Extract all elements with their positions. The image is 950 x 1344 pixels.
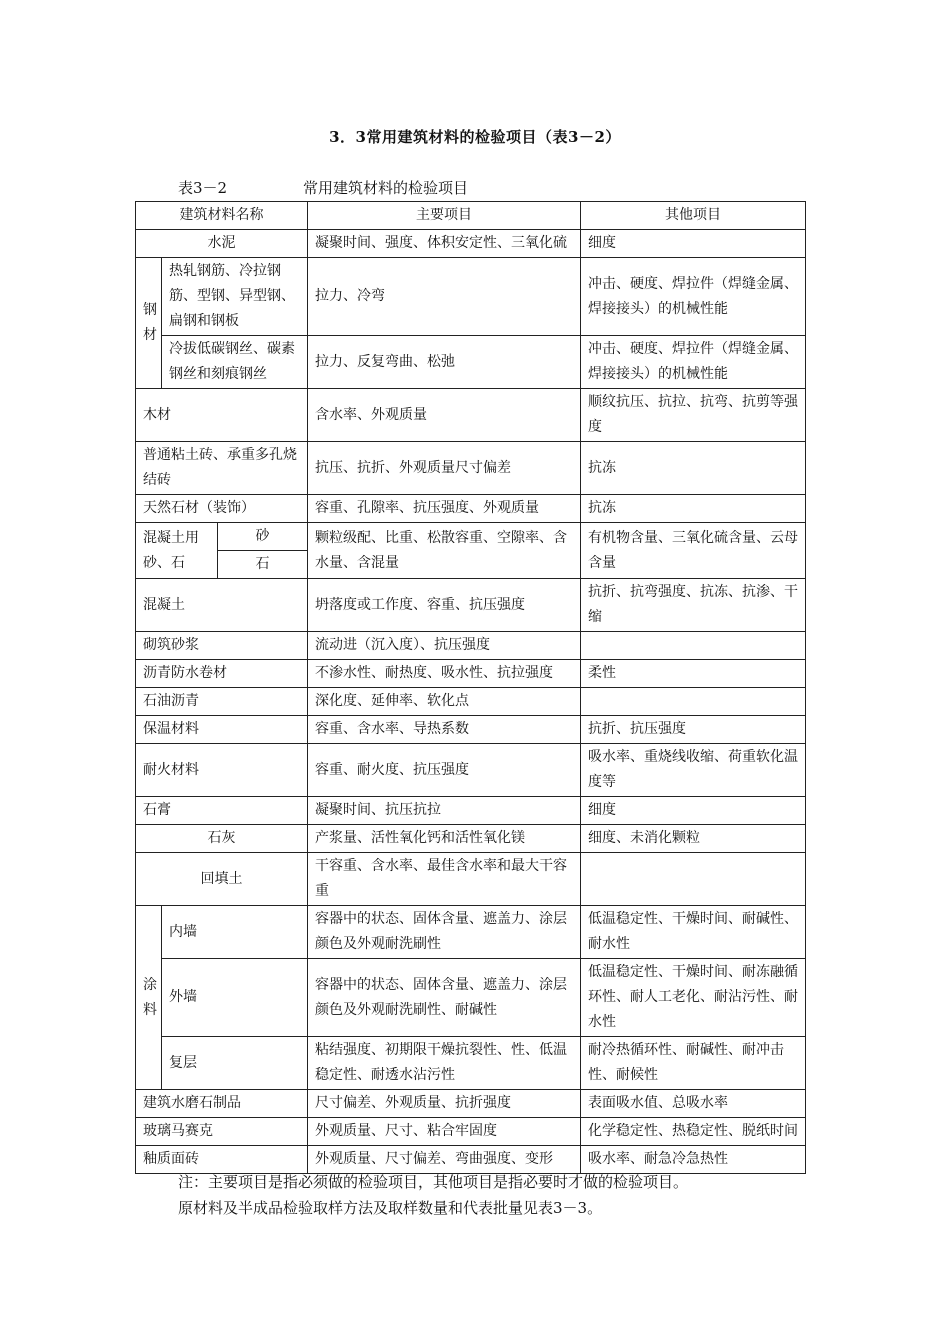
material-name: 保温材料 — [136, 716, 308, 744]
other-items: 吸水率、耐急冷急热性 — [581, 1146, 806, 1174]
main-items: 拉力、反复弯曲、松弛 — [308, 336, 581, 389]
inspection-items-table — [135, 201, 806, 1174]
other-items: 抗折、抗弯强度、抗冻、抗渗、干缩 — [581, 579, 806, 632]
other-items — [581, 853, 806, 906]
table-row — [136, 523, 806, 551]
material-name: 耐火材料 — [136, 744, 308, 797]
table-notes — [178, 1169, 688, 1221]
main-items: 外观质量、尺寸偏差、弯曲强度、变形 — [308, 1146, 581, 1174]
header-main-items: 主要项目 — [308, 202, 581, 230]
material-name: 沥青防水卷材 — [136, 660, 308, 688]
table-row — [136, 1090, 806, 1118]
other-items: 吸水率、重烧线收缩、荷重软化温度等 — [581, 744, 806, 797]
other-items: 抗折、抗压强度 — [581, 716, 806, 744]
table-row — [136, 744, 806, 797]
material-name: 复层 — [162, 1037, 308, 1090]
material-name: 石灰 — [136, 825, 308, 853]
note-line: 注：主要项目是指必须做的检验项目，其他项目是指必要时才做的检验项目。 — [178, 1173, 689, 1191]
other-items: 细度 — [581, 797, 806, 825]
main-items: 抗压、抗折、外观质量尺寸偏差 — [308, 442, 581, 495]
material-name: 砂 — [218, 523, 308, 551]
main-items: 颗粒级配、比重、松散容重、空隙率、含水量、含混量 — [308, 523, 581, 579]
table-row — [136, 959, 806, 1037]
material-name: 建筑水磨石制品 — [136, 1090, 308, 1118]
other-items: 抗冻 — [581, 442, 806, 495]
table-caption: 常用建筑材料的检验项目 — [303, 179, 469, 197]
table-row — [136, 825, 806, 853]
main-items: 容重、孔隙率、抗压强度、外观质量 — [308, 495, 581, 523]
other-items: 低温稳定性、干燥时间、耐冻融循环性、耐人工老化、耐沾污性、耐水性 — [581, 959, 806, 1037]
header-material: 建筑材料名称 — [136, 202, 308, 230]
main-items: 不渗水性、耐热度、吸水性、抗拉强度 — [308, 660, 581, 688]
main-items: 尺寸偏差、外观质量、抗折强度 — [308, 1090, 581, 1118]
table-row — [136, 389, 806, 442]
main-items: 粘结强度、初期限干燥抗裂性、性、低温稳定性、耐透水沾污性 — [308, 1037, 581, 1090]
table-row — [136, 632, 806, 660]
main-items: 拉力、冷弯 — [308, 258, 581, 336]
main-items: 外观质量、尺寸、粘合牢固度 — [308, 1118, 581, 1146]
main-items: 流动进（沉入度）、抗压强度 — [308, 632, 581, 660]
other-items: 细度、未消化颗粒 — [581, 825, 806, 853]
other-items: 顺纹抗压、抗拉、抗弯、抗剪等强度 — [581, 389, 806, 442]
material-name: 热轧钢筋、冷拉钢筋、型钢、异型钢、扁钢和钢板 — [162, 258, 308, 336]
main-items: 容重、含水率、导热系数 — [308, 716, 581, 744]
other-items: 抗冻 — [581, 495, 806, 523]
table-row — [136, 660, 806, 688]
other-items — [581, 632, 806, 660]
other-items: 柔性 — [581, 660, 806, 688]
main-items: 产浆量、活性氧化钙和活性氧化镁 — [308, 825, 581, 853]
group-label-aggregate: 混凝土用砂、石 — [136, 523, 218, 579]
table-row — [136, 716, 806, 744]
table-row — [136, 258, 806, 336]
other-items: 细度 — [581, 230, 806, 258]
material-name: 水泥 — [136, 230, 308, 258]
other-items: 冲击、硬度、焊拉件（焊缝金属、焊接接头）的机械性能 — [581, 336, 806, 389]
header-other-items: 其他项目 — [581, 202, 806, 230]
table-row — [136, 579, 806, 632]
group-label-coating: 涂 料 — [136, 906, 162, 1090]
material-name: 普通粘土砖、承重多孔烧结砖 — [136, 442, 308, 495]
main-items: 凝聚时间、抗压抗拉 — [308, 797, 581, 825]
material-name: 外墙 — [162, 959, 308, 1037]
material-name: 内墙 — [162, 906, 308, 959]
table-row — [136, 1118, 806, 1146]
main-items: 干容重、含水率、最佳含水率和最大干容重 — [308, 853, 581, 906]
table-row — [136, 495, 806, 523]
table-row — [136, 336, 806, 389]
table-row — [136, 442, 806, 495]
main-items: 深化度、延伸率、软化点 — [308, 688, 581, 716]
material-name: 石 — [218, 551, 308, 579]
other-items: 耐冷热循环性、耐碱性、耐冲击性、耐候性 — [581, 1037, 806, 1090]
material-name: 石膏 — [136, 797, 308, 825]
main-items: 含水率、外观质量 — [308, 389, 581, 442]
main-items: 容重、耐火度、抗压强度 — [308, 744, 581, 797]
material-name: 回填土 — [136, 853, 308, 906]
material-name: 釉质面砖 — [136, 1146, 308, 1174]
table-row — [136, 230, 806, 258]
group-label-steel: 钢 材 — [136, 258, 162, 389]
table-row — [136, 853, 806, 906]
table-number: 表3－2 — [178, 179, 228, 197]
main-items: 容器中的状态、固体含量、遮盖力、涂层颜色及外观耐洗刷性 — [308, 906, 581, 959]
table-row — [136, 1037, 806, 1090]
table-row — [136, 797, 806, 825]
other-items: 有机物含量、三氧化硫含量、云母含量 — [581, 523, 806, 579]
section-title: 3．3常用建筑材料的检验项目（表3－2） — [329, 128, 621, 146]
table-row — [136, 688, 806, 716]
other-items — [581, 688, 806, 716]
material-name: 天然石材（装饰） — [136, 495, 308, 523]
note-line: 原材料及半成品检验取样方法及取样数量和代表批量见表3－3。 — [178, 1199, 603, 1217]
main-items: 容器中的状态、固体含量、遮盖力、涂层颜色及外观耐洗刷性、耐碱性 — [308, 959, 581, 1037]
other-items: 冲击、硬度、焊拉件（焊缝金属、焊接接头）的机械性能 — [581, 258, 806, 336]
material-name: 混凝土 — [136, 579, 308, 632]
main-items: 坍落度或工作度、容重、抗压强度 — [308, 579, 581, 632]
material-name: 石油沥青 — [136, 688, 308, 716]
other-items: 低温稳定性、干燥时间、耐碱性、耐水性 — [581, 906, 806, 959]
other-items: 化学稳定性、热稳定性、脱纸时间 — [581, 1118, 806, 1146]
other-items: 表面吸水值、总吸水率 — [581, 1090, 806, 1118]
main-items: 凝聚时间、强度、体积安定性、三氧化硫 — [308, 230, 581, 258]
material-name: 玻璃马赛克 — [136, 1118, 308, 1146]
material-name: 冷拔低碳钢丝、碳素钢丝和刻痕钢丝 — [162, 336, 308, 389]
material-name: 木材 — [136, 389, 308, 442]
table-row — [136, 906, 806, 959]
table-header-row — [136, 202, 806, 230]
material-name: 砌筑砂浆 — [136, 632, 308, 660]
